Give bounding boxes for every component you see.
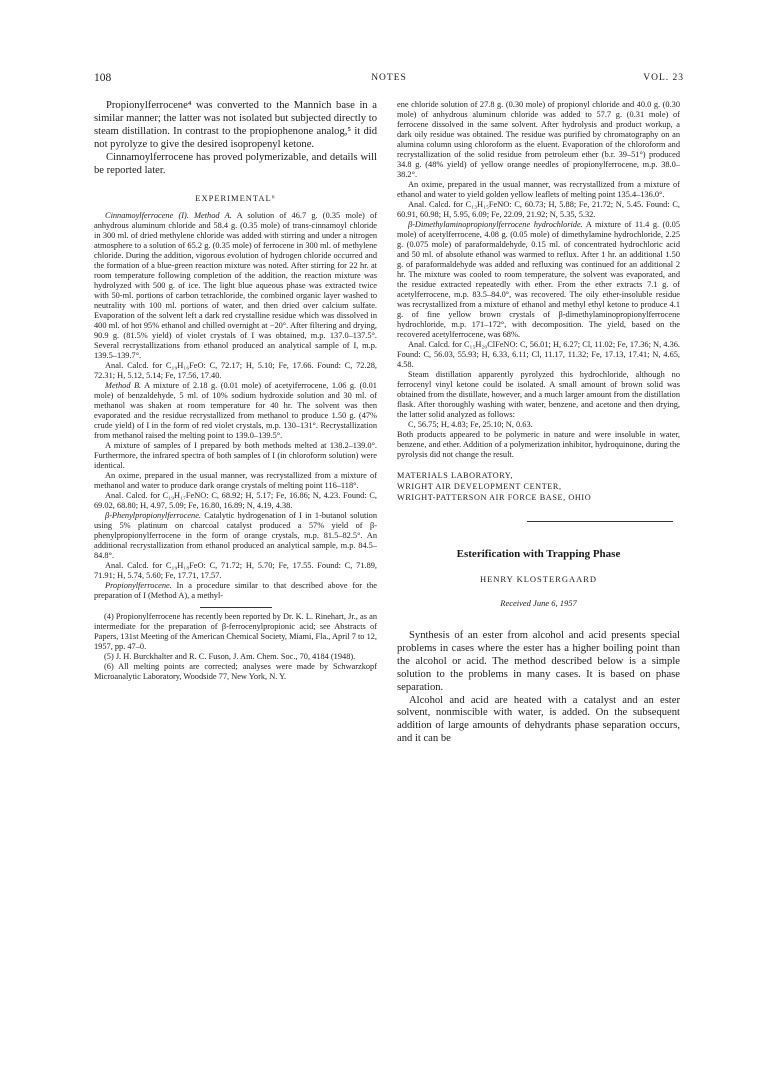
procedure-paragraph: An oxime, prepared in the usual manner, was recrystallized from a mixture of methanol and water to produce dark orange crystals of melting point 116–118°.	[94, 471, 377, 491]
running-header	[94, 72, 684, 88]
experimental-heading: EXPERIMENTAL⁶	[195, 193, 276, 204]
affiliation	[397, 470, 680, 503]
compound-name: β-Phenylpropionylferrocene.	[105, 511, 201, 521]
volume-label: VOL. 23	[643, 73, 684, 83]
procedure-paragraph: Steam distillation apparently pyrolyzed this hydrochloride, although no ferrocenyl vinyl ketone could be isolated. A small amount of brown solid was obtained from the distillate, however, and a much larger amount from the distillation flask. After thoroughly washing with water, benzene, and acetone and then drying, the latter solid analyzed as follows:	[397, 370, 680, 419]
procedure-paragraph: Method B. A mixture of 2.18 g. (0.01 mole) of acetyiferrocene, 1.06 g. (0.01 mole) of benzaldehyde, 5 ml. of 10% sodium hydroxide solution and 30 ml. of methanol was shaken at room temperature for 40 hr. The solvent was then evaporated and the residue recrystallized from methanol to produce 1.50 g. (47% crude yield) of I in the form of red violet crystals, m.p. 130–131°. Recrystallization from methanol raised the melting point to 139.0–139.5°.	[94, 381, 377, 441]
article-title: Esterification with Trapping Phase	[456, 548, 621, 560]
analysis-paragraph: Anal. Calcd. for C₁₉H₁₈FeO: C, 71.72; H, 5.70; Fe, 17.55. Found: C, 71.89, 71.91; H, 5.74, 5.60; Fe, 17.71, 17.57.	[94, 561, 377, 581]
procedure-paragraph: An oxime, prepared in the usual manner, was recrystallized from a mixture of ethanol and water to yield golden yellow leaflets of melting point 135.4–136.0°.	[397, 180, 680, 199]
body-paragraph: Synthesis of an ester from alcohol and acid presents special problems in cases where the ester has a higher boiling point than the alcohol or acid. The method described below is a simple solution to the problems in many cases. It is based on phase separation.	[397, 630, 680, 693]
right-column	[397, 100, 680, 1062]
analysis-paragraph: Anal. Calcd. for C₁₅H₂₀ClFeNO: C, 56.01; H, 6.27; Cl, 11.02; Fe, 17.36; N, 4.36. Found: C, 56.03, 55.93; H, 6.33, 6.11; Cl, 11.17, 11.32; Fe, 17.13, 17.41; N, 4.65, 4.58.	[397, 340, 680, 369]
method-label: Method B.	[105, 381, 142, 391]
affiliation-line: WRIGHT AIR DEVELOPMENT CENTER,	[397, 482, 562, 491]
intro-paragraph: Cinnamoylferrocene has proved polymerizable, and details will be reported later.	[94, 151, 377, 176]
page-number: 108	[94, 72, 112, 84]
compound-name: Cinnamoylferrocene (I). Method A.	[105, 211, 232, 221]
procedure-paragraph: β-Phenylpropionylferrocene. Catalytic hydrogenation of I in 1-butanol solution using 5% platinum on charcoal catalyst produced a 57% yield of β-phenylpropionylferrocene in the form of orange crystals, m.p. 81.5–82.5°. An additional recrystallization from ethanol produced an analytical sample, m.p. 84.5–84.8°.	[94, 511, 377, 561]
analysis-paragraph: Anal. Calcd. for C₁₃H₁₅FeNO: C, 60.73; H, 5.88; Fe, 21.72; N, 5.45. Found: C, 60.91, 60.98; H, 5.95, 6.09; Fe, 22.09, 21.92; N, 5.35, 5.32.	[397, 200, 680, 219]
left-column	[94, 100, 377, 1062]
running-title: NOTES	[371, 73, 407, 83]
procedure-paragraph: Both products appeared to be polymeric in nature and were insoluble in water, benzene, and ether. Addition of a polymerization inhibitor, hydroquinone, during the pyrolysis did not change the result.	[397, 430, 680, 459]
footnote: (5) J. H. Burckhalter and R. C. Fuson, J. Am. Chem. Soc., 70, 4184 (1948).	[104, 652, 356, 662]
footnote: (4) Propionylferrocene has recently been reported by Dr. K. L. Rinehart, Jr., as an intermediate for the preparation of β-ferrocenylpropionic acid; see Abstracts of Papers, 131st Meeting of the American Chemical Society, Miami, Fla., April 7 to 12, 1957, pp. 47–0.	[94, 612, 377, 652]
procedure-paragraph: Propionylferrocene. In a procedure similar to that described above for the preparation of I (Method A), a methyl-	[94, 581, 377, 601]
footnote-divider	[200, 607, 272, 608]
affiliation-line: MATERIALS LABORATORY,	[397, 471, 514, 480]
received-date: Received June 6, 1957	[500, 598, 577, 608]
intro-paragraph: Propionylferrocene⁴ was converted to the Mannich base in a similar manner; the latter was not isolated but subjected directly to steam distillation. In contrast to the propiophenone analog,⁵ it did not pyrolyze to give the desired isopropenyl ketone.	[94, 100, 377, 150]
compound-name: Propionylferrocene.	[105, 581, 172, 591]
procedure-paragraph: A mixture of samples of I prepared by both methods melted at 138.2–139.0°. Furthermore, the infrared spectra of both samples of I (in chloroform solution) were identical.	[94, 441, 377, 471]
article-divider	[527, 521, 673, 522]
analysis-paragraph: Anal. Calcd. for C₁₉H₁₆FeO: C, 72.17; H, 5.10; Fe, 17.66. Found: C, 72.28, 72.31; H, 5.12, 5.14; Fe, 17.56, 17.40.	[94, 361, 377, 381]
analysis-paragraph: Anal. Calcd. for C₁₉H₁₇FeNO: C, 68.92; H, 5.17; Fe, 16.86; N, 4.23. Found: C, 69.02, 68.80; H, 4.97, 5.09; Fe, 16.80, 16.89; N, 4.19, 4.38.	[94, 491, 377, 511]
procedure-paragraph: Cinnamoylferrocene (I). Method A. A solution of 46.7 g. (0.35 mole) of anhydrous aluminum chloride and 58.4 g. (0.35 mole) of trans-cinnamoyl chloride in 300 ml. of dried methylene chloride was added with stirring and under a nitrogen atmosphere to a solution of 65.2 g. (0.35 mole) of ferrocene in 300 ml. of methylene chloride. During the addition, vigorous evolution of hydrogen chloride occurred and the formation of a blue-green reaction mixture was noted. After stirring for 22 hr. at room temperature following completion of the addition, the reaction mixture was hydrolyzed with 500 g. of ice. The light blue aqueous phase was extracted twice with 50-ml. portions of carbon tetrachloride, the combined organic layer washed to neutrality with 100 ml. portions of water, and then dried over calcium sulfate. Evaporation of the solvent left a dark red crystalline residue which was dissolved in 400 ml. of hot 95% ethanol and chilled overnight at −20°. After filtering and drying, 90.9 g. (81.5% yield) of violet crystals of I was obtained, m.p. 137.0–137.5°. Several recrystallizations from ethanol produced an analytical sample of I, m.p. 139.5–139.7°.	[94, 211, 377, 361]
article-author: HENRY KLOSTERGAARD	[479, 574, 598, 584]
affiliation-line: WRIGHT-PATTERSON AIR FORCE BASE, OHIO	[397, 493, 592, 502]
analysis-paragraph: C, 56.75; H, 4.83; Fe, 25.10; N, 0.63.	[408, 420, 533, 429]
procedure-paragraph: ene chloride solution of 27.8 g. (0.30 mole) of propionyl chloride and 40.0 g. (0.30 mole) of anhydrous aluminum chloride was added to 57.7 g. (0.31 mole) of ferrocene dissolved in the same solvent. After hydrolysis and product workup, a dark oily residue was obtained. The residue was purified by chromatography on an alumina column using chloroform as the eluent. Evaporation of the chloroform and recrystallization of the solid residue from petroleum ether (b.r. 39–51°) produced 34.8 g. (48% yield) of yellow orange needles of propionylferrocene, m.p. 38.0–38.2°.	[397, 100, 680, 179]
footnote: (6) All melting points are corrected; analyses were made by Schwarzkopf Microanalytic Laboratory, Woodside 77, New York, N. Y.	[94, 662, 377, 682]
body-paragraph: Alcohol and acid are heated with a catalyst and an ester solvent, nonmiscible with water, is added. On the subsequent addition of large amounts of dehydrants phase separation occurs, and it can be	[397, 694, 680, 745]
procedure-paragraph: β-Dimethylaminopropionylferrocene hydrochloride. A mixture of 11.4 g. (0.05 mole) of acetylferrocene, 4.08 g. (0.05 mole) of dimethylamine hydrochloride, 2.25 g. (0.075 mole) of paraformaldehyde, 0.15 ml. of concentrated hydrochloric acid and 50 ml. of absolute ethanol was warmed to reflux. After 1 hr. an additional 1.50 g. of paraformaldehyde was added and refluxing was continued for an additional 2 hr. The mixture was cooled to room temperature, the solvent was evaporated, and the residue extracted repeatedly with ether. From the ether extracts 7.1 g. of acetylferrocene, m.p. 83.5–84.0°, was recovered. The oily ether-insoluble residue was recrystallized from a mixture of ethanol and methyl ethyl ketone to produce 4.1 g. of fine yellow brown crystals of β-dimethylaminopropionylferrocene hydrochloride, m.p. 171–172°, with decomposition. The yield, based on the recovered acetylferrocene, was 68%.	[397, 220, 680, 339]
compound-name: β-Dimethylaminopropionylferrocene hydrochloride.	[408, 220, 583, 229]
